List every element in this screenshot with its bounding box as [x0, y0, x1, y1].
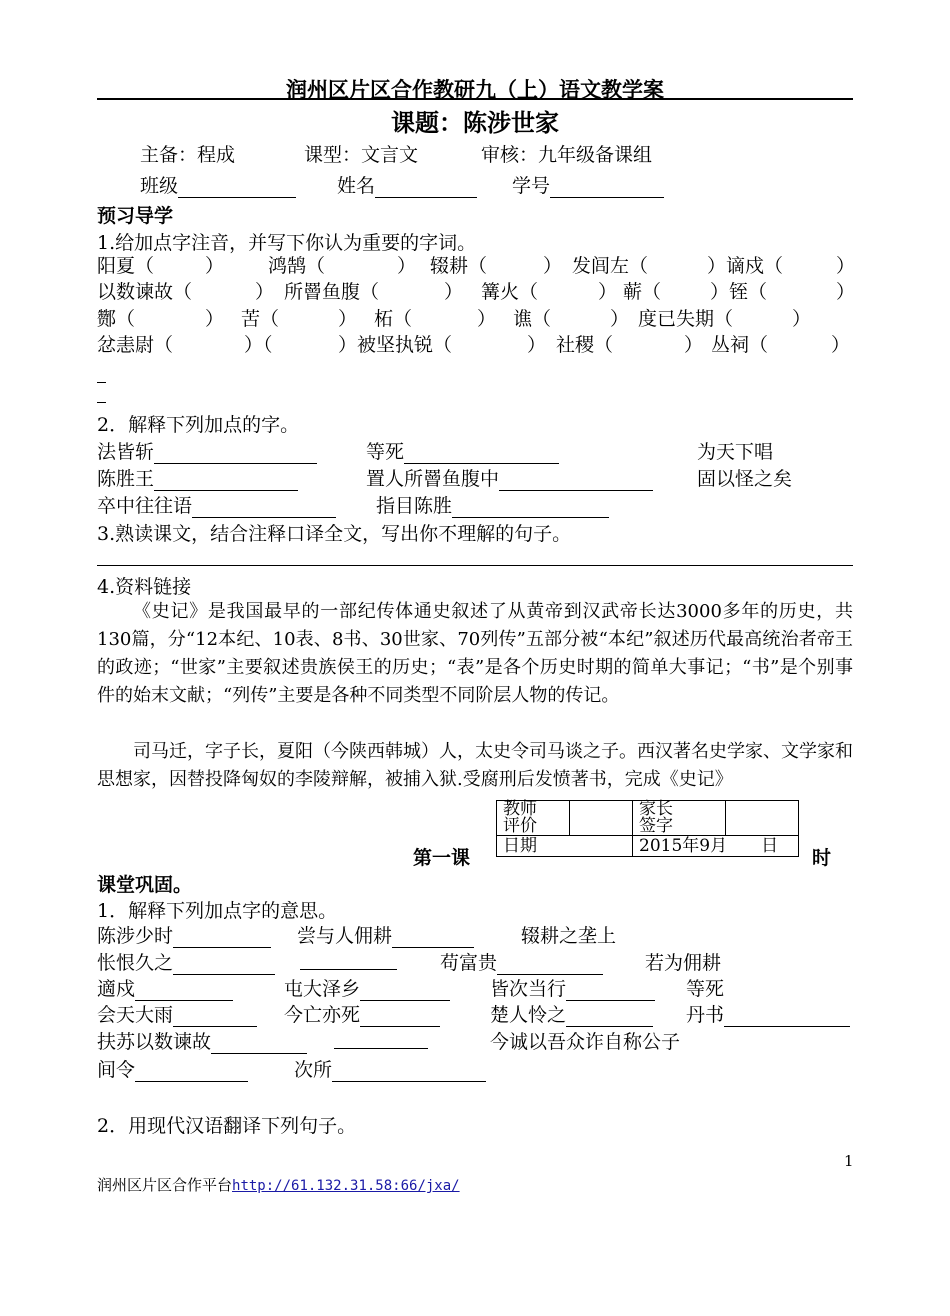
lesson-number-label: 第一课 [413, 847, 471, 869]
section-classwork-heading: 课堂巩固。 [97, 874, 193, 896]
q1-item: ） [205, 308, 225, 330]
q1-item: 鸿鹄（ [268, 255, 326, 277]
q1-item: ） [836, 281, 856, 303]
q4-paragraph-simaqian: 司马迁，字子长，夏阳（今陕西韩城）人，太史令司马谈之子。西汉著名史学家、文学家和思想家，因替投降匈奴的李陵辩解，被捕入狱.受腐刑后发愤著书，完成《史记》 [97, 741, 853, 790]
q2-item: 法皆斩 [97, 437, 317, 464]
q1-item: ） [477, 308, 497, 330]
evaluation-table [496, 800, 799, 857]
q4-paragraph-shiji: 《史记》是我国最早的一部纪传体通史叙述了从黄帝到汉武帝长达3000多年的历史，共130篇，分“12本纪、10表、8书、30世家、70列传”五部分被“本纪”叙述历代最高统治者帝王的政迹；“世家”主要叙述贵族侯王的历史；“表”是各个历史时期的简单大事记；“书”是个别事件的始末文献；“列传”主要是各种不同类型不同阶层人物的传记。 [97, 601, 853, 706]
answer-blank[interactable] [452, 497, 609, 518]
cw-blank-standalone [334, 1027, 428, 1049]
q1-item: 度已失期（ [638, 308, 734, 330]
q1-item: 发闾左（ [572, 255, 649, 277]
field-number-blank[interactable] [550, 177, 664, 198]
q1-item: 所罾鱼腹（ [284, 281, 380, 303]
q2-item: 卒中往往语 [97, 491, 336, 518]
preview-q1: 1.给加点字注音，并写下你认为重要的字词。 [97, 232, 477, 254]
answer-blank[interactable] [173, 927, 271, 948]
q2-item: 指目陈胜 [376, 491, 609, 518]
cw-item: 尝与人佣耕 [297, 921, 474, 948]
q2-item: 为天下唱 [697, 441, 774, 463]
q1-item: 苦（ [241, 308, 280, 330]
cw-item: 苟富贵 [440, 948, 603, 975]
q1-item: 忿恚尉（ [97, 334, 174, 356]
q1-item: 柘（ [374, 308, 413, 330]
answer-blank[interactable] [566, 1006, 653, 1027]
parent-sign-cell[interactable] [726, 801, 799, 836]
field-number-label: 学号 [512, 175, 551, 197]
q2-item: 陈胜王 [97, 464, 298, 491]
q2-item: 置人所罾鱼腹中 [366, 464, 653, 491]
lesson-hour-label: 时 [812, 847, 832, 869]
q1-item: ） [610, 308, 630, 330]
q1-item: ） [836, 255, 856, 277]
answer-blank[interactable] [154, 470, 298, 491]
answer-blank[interactable] [392, 927, 474, 948]
cw-item: 楚人怜之 [490, 1000, 653, 1027]
field-number [512, 171, 664, 198]
header-rule [97, 98, 853, 100]
answer-blank[interactable] [566, 980, 655, 1001]
teacher-eval-cell[interactable] [570, 801, 633, 836]
answer-blank[interactable] [135, 980, 233, 1001]
q1-item: ） [338, 308, 358, 330]
q1-item: ） [543, 255, 563, 277]
cw-item: 今诚以吾众诈自称公子 [490, 1031, 681, 1053]
cw-item: 会天大雨 [97, 1000, 257, 1027]
q1-item: ） [255, 281, 275, 303]
q1-item: ）铚（ [710, 281, 768, 303]
q2-item: 等死 [366, 437, 559, 464]
meta-review: 审核：九年级备课组 [481, 144, 653, 166]
classwork-q1: 1．解释下列加点字的意思。 [97, 900, 338, 922]
date-label: 日期 [497, 836, 633, 857]
footer-link[interactable]: http://61.132.31.58:66/jxa/ [232, 1178, 460, 1194]
answer-blank[interactable] [300, 949, 397, 970]
answer-blank[interactable] [211, 1033, 307, 1054]
q1-item: ）被坚执锐（ [338, 334, 453, 356]
answer-blank[interactable] [499, 470, 653, 491]
cw-item: 屯大泽乡 [284, 974, 450, 1001]
date-value[interactable]: 2015年9月 日 [633, 836, 799, 857]
q1-item: ） [205, 255, 225, 277]
answer-blank[interactable] [724, 1006, 850, 1027]
field-name-blank[interactable] [375, 177, 477, 198]
answer-blank[interactable] [173, 954, 275, 975]
q1-item: ） [792, 308, 812, 330]
q1-item: ）（ [244, 334, 273, 356]
classwork-q2: 2．用现代汉语翻译下列句子。 [97, 1115, 357, 1137]
q3-answer-line[interactable] [97, 565, 853, 566]
q1-item: ） [527, 334, 547, 356]
field-name [337, 171, 477, 198]
meta-prepare: 主备：程成 [140, 144, 236, 166]
document-header: 润州区片区合作教研九（上）语文教学案 [286, 77, 664, 102]
q1-item: 谯（ [513, 308, 552, 330]
cw-blank-standalone [300, 948, 397, 970]
answer-blank[interactable] [332, 1061, 486, 1082]
field-class [140, 171, 296, 198]
field-class-label: 班级 [140, 175, 179, 197]
cw-item: 適戍 [97, 974, 233, 1001]
cw-item: 辍耕之垄上 [521, 925, 617, 947]
lesson-title: 课题：陈涉世家 [391, 108, 559, 137]
preview-q3: 3.熟读课文，结合注释口译全文，写出你不理解的句子。 [97, 523, 572, 545]
q1-item: ） [598, 281, 618, 303]
cw-item: 今亡亦死 [284, 1000, 440, 1027]
q1-item: ） [831, 334, 851, 356]
q1-item: 阳夏（ [97, 255, 155, 277]
field-name-label: 姓名 [337, 175, 376, 197]
answer-blank[interactable] [135, 1061, 248, 1082]
cw-item: 等死 [686, 978, 725, 1000]
q1-item: 以数谏故（ [97, 281, 193, 303]
q1-item: ） [444, 281, 464, 303]
preview-q4: 4.资料链接 [97, 576, 192, 598]
q1-item: 辍耕（ [430, 255, 488, 277]
teacher-eval-label: 教师 评价 [497, 801, 570, 836]
cw-item: 次所 [294, 1055, 486, 1082]
stray-rule [97, 382, 106, 383]
cw-item: 间令 [97, 1055, 248, 1082]
cw-item: 丹书 [686, 1000, 850, 1027]
q1-item: 丛祠（ [711, 334, 769, 356]
preview-q2: 2．解释下列加点的字。 [97, 414, 300, 436]
field-class-blank[interactable] [178, 177, 296, 198]
cw-item: 若为佣耕 [645, 952, 722, 974]
q2-item: 固以怪之矣 [697, 468, 793, 490]
stray-rule [97, 402, 106, 403]
answer-blank[interactable] [192, 497, 336, 518]
q1-item: ） [684, 334, 704, 356]
answer-blank[interactable] [334, 1028, 428, 1049]
q1-item: 酂（ [97, 308, 136, 330]
cw-item: 扶苏以数谏故 [97, 1027, 307, 1054]
page-number: 1 [844, 1152, 854, 1170]
answer-blank[interactable] [497, 954, 603, 975]
answer-blank[interactable] [360, 980, 450, 1001]
q1-item: 社稷（ [556, 334, 614, 356]
cw-item: 陈涉少时 [97, 921, 271, 948]
q1-item: 蕲（ [623, 281, 662, 303]
q1-item: ）谪戍（ [707, 255, 784, 277]
answer-blank[interactable] [173, 1006, 257, 1027]
cw-item: 怅恨久之 [97, 948, 275, 975]
q1-item: 篝火（ [481, 281, 539, 303]
answer-blank[interactable] [404, 443, 559, 464]
parent-sign-label: 家长 签字 [633, 801, 726, 836]
meta-type: 课型：文言文 [304, 144, 419, 166]
footer [97, 1174, 460, 1195]
answer-blank[interactable] [360, 1006, 440, 1027]
q1-item: ） [397, 255, 417, 277]
section-preview-heading: 预习导学 [97, 205, 174, 227]
cw-item: 皆次当行 [490, 974, 655, 1001]
answer-blank[interactable] [154, 443, 317, 464]
footer-platform: 润州区片区合作平台 [97, 1176, 233, 1194]
